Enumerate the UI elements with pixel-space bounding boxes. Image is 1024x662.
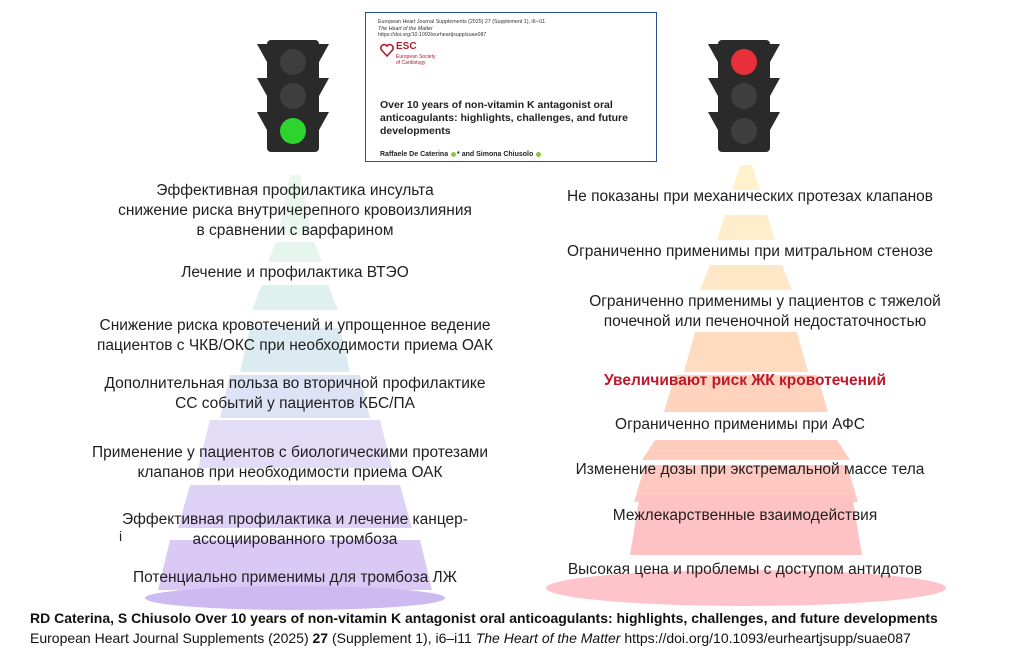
right-item-3 xyxy=(555,292,975,332)
left-item-1 xyxy=(90,181,500,241)
right-item-1 xyxy=(540,187,960,207)
left-item-4-line1: Дополнительная польза во вторичной профилактике xyxy=(104,375,486,392)
paper-doi: https://doi.org/10.1093/eurheartjsupp/suae087 xyxy=(378,32,487,38)
reference-volume: 27 xyxy=(312,630,329,646)
left-item-2-line1: Лечение и профилактика ВТЭО xyxy=(181,264,409,281)
right-item-7-line1: Межлекарственные взаимодействия xyxy=(612,507,878,524)
reference-title: RD Caterina, S Chiusolo Over 10 years of non-vitamin K antagonist oral anticoagulants: highlights, challenges, and future developments xyxy=(30,610,938,626)
left-item-7 xyxy=(90,568,500,588)
left-item-5-line1: Применение у пациентов с биологическими протезами xyxy=(92,444,488,461)
traffic-light-red-icon xyxy=(708,38,780,158)
stray-mark: i xyxy=(119,528,123,544)
left-item-6 xyxy=(90,510,500,550)
paper-meta xyxy=(378,19,545,39)
right-item-4-line1: Увеличивают риск ЖК кровотечений xyxy=(603,372,886,389)
paper-title: Over 10 years of non-vitamin K antagonist oral anticoagulants: highlights, challenges, and future developments xyxy=(380,99,628,137)
left-item-3 xyxy=(80,316,510,356)
left-item-5 xyxy=(70,443,510,483)
right-item-7 xyxy=(535,506,955,526)
reference-pages: (Supplement 1), i6–i11 xyxy=(328,630,476,646)
right-item-3-line1: Ограниченно применимы у пациентов с тяжелой xyxy=(589,293,941,310)
left-item-1-line1: Эффективная профилактика инсульта xyxy=(156,182,434,199)
right-item-6-line1: Изменение дозы при экстремальной массе тела xyxy=(575,461,925,478)
left-item-4 xyxy=(80,374,510,414)
left-item-1-line3: в сравнении с варфарином xyxy=(196,222,394,239)
reference-citation xyxy=(30,630,911,646)
esc-subtitle-line1: European Society xyxy=(396,54,436,60)
paper-journal-sub: The Heart of the Matter xyxy=(378,25,433,32)
traffic-light-green-icon xyxy=(257,38,329,158)
left-item-5-line2: клапанов при необходимости приема ОАК xyxy=(137,464,443,481)
left-item-3-line1: Снижение риска кровотечений и упрощенное ведение xyxy=(99,317,491,334)
reference-doi-link[interactable]: https://doi.org/10.1093/eurheartjsupp/suae087 xyxy=(620,630,911,646)
left-item-1-line2: снижение риска внутричерепного кровоизлияния xyxy=(118,202,472,219)
left-item-4-line2: СС событий у пациентов КБС/ПА xyxy=(175,395,415,412)
right-item-6 xyxy=(540,460,960,480)
paper-authors xyxy=(380,151,542,158)
right-item-8 xyxy=(535,560,955,580)
paper-thumbnail xyxy=(365,12,657,162)
left-item-2 xyxy=(90,263,500,283)
esc-heart-icon xyxy=(380,43,394,57)
right-item-5 xyxy=(530,415,950,435)
paper-author-1: Raffaele De Caterina xyxy=(380,151,449,158)
left-item-6-line1: Эффективная профилактика и лечение канцер- xyxy=(122,511,468,528)
orcid-icon xyxy=(536,152,541,157)
left-item-7-line1: Потенциально применимы для тромбоза ЛЖ xyxy=(132,569,457,586)
right-item-4-highlight xyxy=(535,371,955,391)
right-item-5-line1: Ограниченно применимы при АФС xyxy=(615,416,865,433)
esc-subtitle-line2: of Cardiology xyxy=(396,60,426,66)
paper-author-2: * and Simona Chiusolo xyxy=(457,151,534,158)
reference-journal: European Heart Journal Supplements (2025) xyxy=(30,630,313,646)
esc-subtitle xyxy=(396,54,435,66)
paper-journal-line: European Heart Journal Supplements (2025) 27 (Supplement 1), i6–i11 xyxy=(378,19,546,25)
esc-logo-text: ESC xyxy=(396,41,417,52)
right-item-8-line1: Высокая цена и проблемы с доступом антидотов xyxy=(567,561,923,578)
right-item-2-line1: Ограниченно применимы при митральном стенозе xyxy=(567,243,933,260)
right-item-3-line2: почечной или печеночной недостаточностью xyxy=(603,313,927,330)
left-item-3-line2: пациентов с ЧКВ/ОКС при необходимости приема ОАК xyxy=(96,337,494,354)
left-item-6-line2: ассоциированного тромбоза xyxy=(192,531,398,548)
orcid-icon xyxy=(451,152,456,157)
right-item-1-line1: Не показаны при механических протезах клапанов xyxy=(566,188,934,205)
reference-series: The Heart of the Matter xyxy=(475,630,621,646)
right-item-2 xyxy=(540,242,960,262)
